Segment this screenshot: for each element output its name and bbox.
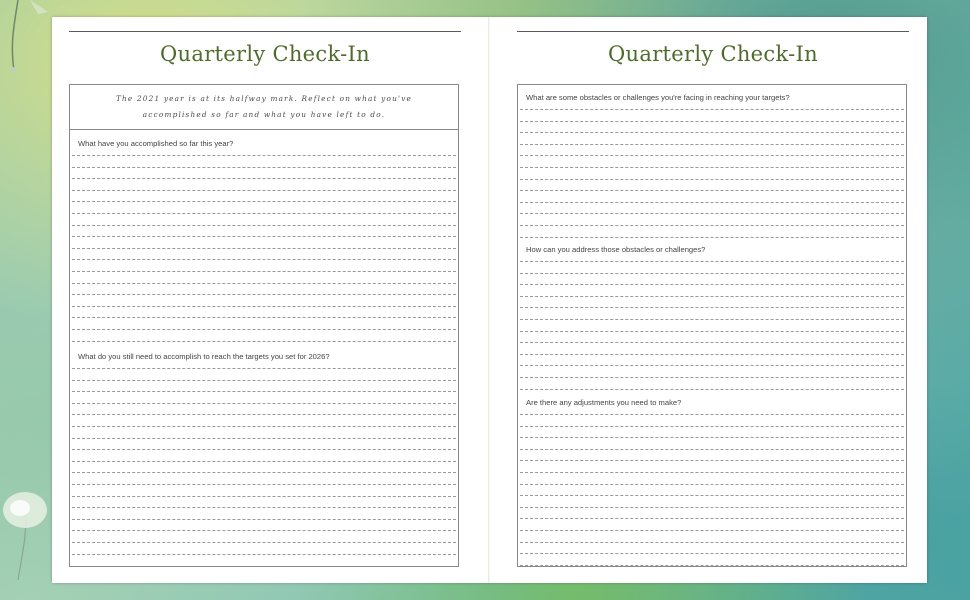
writing-line <box>520 307 904 308</box>
writing-line <box>520 237 904 238</box>
writing-line <box>520 167 904 168</box>
writing-line <box>520 449 904 450</box>
writing-line <box>520 121 904 122</box>
writing-line <box>72 283 456 284</box>
writing-line <box>520 460 904 461</box>
writing-line <box>72 271 456 272</box>
writing-line <box>72 167 456 168</box>
dandelion-bottom-left-illustration <box>0 470 55 580</box>
writing-line <box>72 414 456 415</box>
question-prompt: What have you accomplished so far this year? <box>78 139 234 148</box>
writing-line <box>520 495 904 496</box>
writing-line <box>72 380 456 381</box>
writing-line <box>520 144 904 145</box>
writing-line <box>72 259 456 260</box>
writing-line <box>520 389 904 390</box>
writing-line <box>72 329 456 330</box>
worksheet-box <box>517 84 907 567</box>
writing-line <box>520 365 904 366</box>
writing-line <box>520 331 904 332</box>
writing-line <box>520 377 904 378</box>
writing-line <box>72 190 456 191</box>
right-page <box>517 17 909 583</box>
question-prompt: How can you address those obstacles or challenges? <box>526 245 706 254</box>
writing-line <box>520 109 904 110</box>
writing-line <box>72 496 456 497</box>
dandelion-top-left-illustration <box>0 0 60 90</box>
writing-line <box>72 201 456 202</box>
writing-line <box>520 565 904 566</box>
writing-line <box>72 213 456 214</box>
writing-line <box>72 178 456 179</box>
writing-line <box>520 354 904 355</box>
writing-line <box>520 202 904 203</box>
writing-line <box>520 261 904 262</box>
top-rule <box>69 31 461 32</box>
writing-line <box>520 296 904 297</box>
writing-line <box>520 472 904 473</box>
writing-line <box>72 449 456 450</box>
writing-line <box>72 530 456 531</box>
writing-line <box>520 414 904 415</box>
writing-line <box>72 472 456 473</box>
planner-spread <box>52 17 927 583</box>
writing-line <box>72 438 456 439</box>
writing-line <box>520 518 904 519</box>
writing-line <box>72 519 456 520</box>
writing-line <box>72 391 456 392</box>
writing-lines[interactable] <box>72 155 456 352</box>
worksheet-box <box>69 84 459 567</box>
writing-line <box>72 341 456 342</box>
writing-line <box>520 179 904 180</box>
question-prompt: What do you still need to accomplish to reach the targets you set for 2026? <box>78 352 330 361</box>
writing-line <box>520 530 904 531</box>
writing-lines[interactable] <box>72 368 456 565</box>
intro-text: The 2021 year is at its halfway mark. Reflect on what you've accomplished so far and what you have left to do. <box>70 85 458 130</box>
writing-line <box>72 484 456 485</box>
writing-line <box>72 426 456 427</box>
writing-line <box>520 319 904 320</box>
writing-line <box>72 542 456 543</box>
page-title: Quarterly Check-In <box>160 42 370 66</box>
writing-line <box>72 507 456 508</box>
writing-line <box>520 542 904 543</box>
writing-line <box>72 306 456 307</box>
writing-line <box>520 342 904 343</box>
writing-line <box>520 437 904 438</box>
writing-line <box>520 273 904 274</box>
writing-lines[interactable] <box>520 414 904 576</box>
writing-line <box>72 155 456 156</box>
left-page <box>69 17 461 583</box>
writing-line <box>520 507 904 508</box>
question-prompt: What are some obstacles or challenges you're facing in reaching your targets? <box>526 93 790 102</box>
writing-line <box>520 132 904 133</box>
writing-line <box>520 225 904 226</box>
question-prompt: Are there any adjustments you need to make? <box>526 398 682 407</box>
writing-line <box>72 403 456 404</box>
writing-line <box>520 426 904 427</box>
writing-line <box>520 155 904 156</box>
book-spine <box>488 17 490 583</box>
writing-line <box>72 368 456 369</box>
writing-line <box>520 553 904 554</box>
writing-line <box>72 294 456 295</box>
writing-line <box>72 317 456 318</box>
writing-line <box>520 484 904 485</box>
writing-lines[interactable] <box>520 261 904 400</box>
writing-line <box>72 236 456 237</box>
writing-line <box>520 213 904 214</box>
writing-line <box>72 225 456 226</box>
writing-line <box>72 461 456 462</box>
writing-line <box>72 248 456 249</box>
writing-line <box>520 190 904 191</box>
writing-lines[interactable] <box>520 109 904 248</box>
writing-line <box>72 554 456 555</box>
top-rule <box>517 31 909 32</box>
writing-line <box>520 284 904 285</box>
page-title: Quarterly Check-In <box>608 42 818 66</box>
